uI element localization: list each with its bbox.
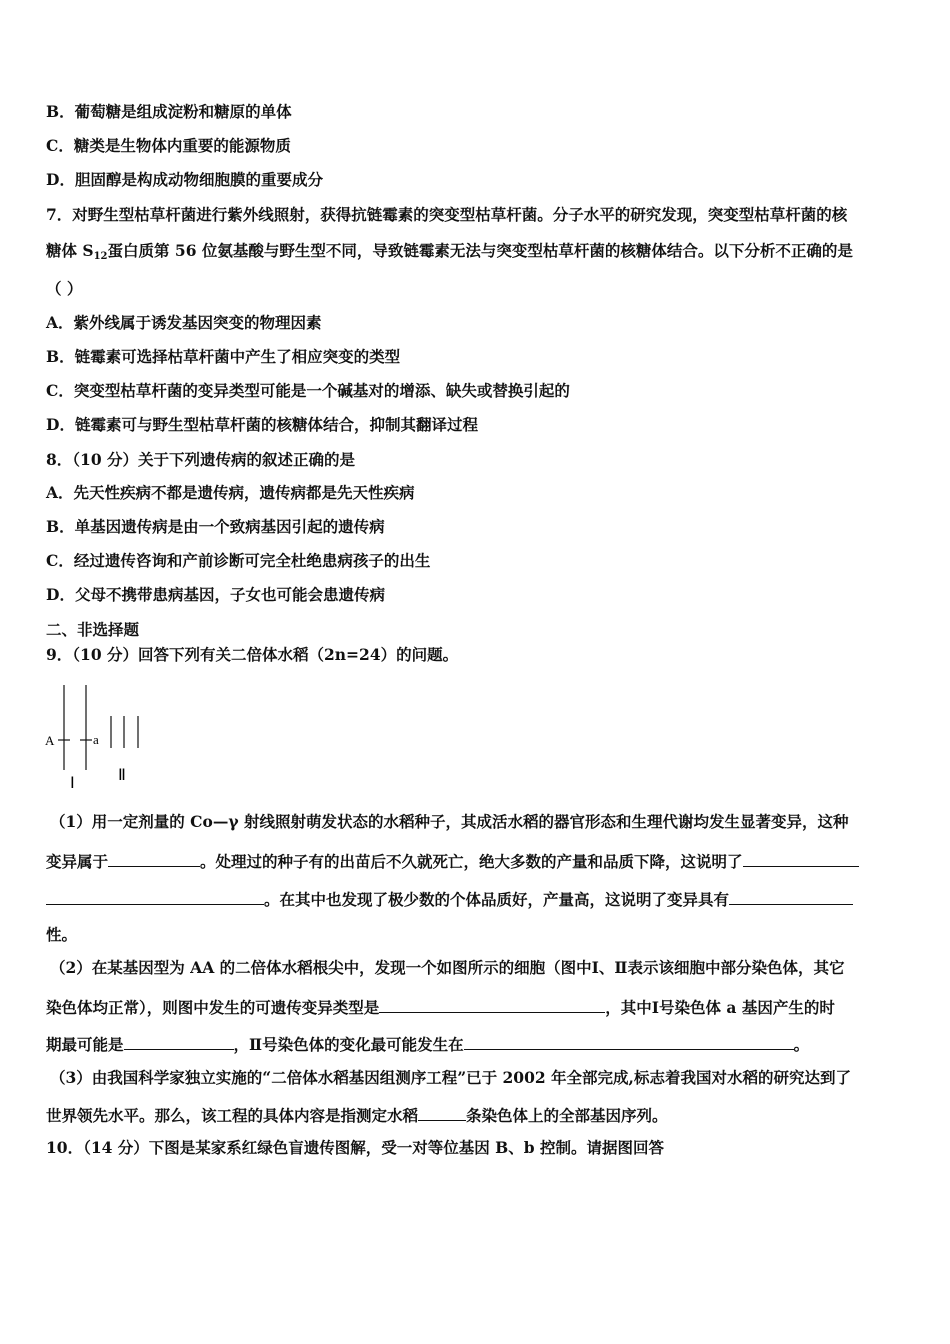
- answer-blank[interactable]: [46, 888, 264, 905]
- q9-part2-line3-text-c: 。: [793, 1035, 810, 1054]
- q9-part1-line4: 性。: [46, 925, 78, 944]
- answer-blank[interactable]: [743, 850, 859, 867]
- q8-option-c: C．经过遗传咨询和产前诊断可完全杜绝患病孩子的出生: [46, 551, 431, 570]
- q8-stem: 8．（10 分）关于下列遗传病的叙述正确的是: [46, 450, 356, 469]
- q9-part3-line2-text-a: 世界领先水平。那么，该工程的具体内容是指测定水稻: [46, 1106, 419, 1125]
- answer-blank[interactable]: [108, 850, 200, 867]
- q9-part1-line2-text-b: 。处理过的种子有的出苗后不久就死亡，绝大多数的产量和品质下降，这说明了: [200, 852, 743, 871]
- q9-part3-line1: （3）由我国科学家独立实施的“二倍体水稻基因组测序工程”已于 2002 年全部完成,标志着我国对水稻的研究达到了: [50, 1068, 851, 1087]
- q8-option-d: D．父母不携带患病基因，子女也可能会患遗传病: [46, 585, 385, 604]
- q7-stem-line2-prefix: 糖体 S: [46, 241, 94, 260]
- q9-part2-line3-text-b: ，Ⅱ号染色体的变化最可能发生在: [233, 1035, 464, 1054]
- label-A: A: [45, 733, 55, 748]
- section-heading: 二、非选择题: [46, 620, 140, 639]
- q7-option-b: B．链霉素可选择枯草杆菌中产生了相应突变的类型: [46, 347, 401, 366]
- q9-stem: 9．（10 分）回答下列有关二倍体水稻（2n=24）的问题。: [46, 645, 459, 664]
- q6-option-b: B．葡萄糖是组成淀粉和糖原的单体: [46, 102, 292, 121]
- q7-answer-paren: （ ）: [46, 279, 83, 298]
- q7-option-d: D．链霉素可与野生型枯草杆菌的核糖体结合，抑制其翻译过程: [46, 415, 478, 434]
- q9-part3-line2-text-b: 条染色体上的全部基因序列。: [466, 1106, 668, 1125]
- q7-stem-line1: 7．对野生型枯草杆菌进行紫外线照射，获得抗链霉素的突变型枯草杆菌。分子水平的研究发现，突变型枯草杆菌的核: [46, 205, 848, 224]
- q9-part1-line2: [46, 850, 859, 872]
- label-I: Ⅰ: [70, 775, 75, 792]
- q9-part1-line3-text: 。在其中也发现了极少数的个体品质好，产量高，这说明了变异具有: [264, 890, 730, 909]
- answer-blank[interactable]: [729, 888, 853, 905]
- answer-blank[interactable]: [418, 1104, 466, 1121]
- q9-part3-line2: [46, 1104, 668, 1126]
- q7-option-a: A．紫外线属于诱发基因突变的物理因素: [46, 313, 322, 332]
- q7-stem-line2: [46, 241, 853, 267]
- answer-blank[interactable]: [124, 1033, 234, 1050]
- label-a: a: [93, 732, 99, 747]
- answer-blank[interactable]: [464, 1033, 794, 1050]
- q6-option-d: D．胆固醇是构成动物细胞膜的重要成分: [46, 170, 323, 189]
- q9-part2-line3-text-a: 期最可能是: [46, 1035, 124, 1054]
- q8-option-a: A．先天性疾病不都是遗传病，遗传病都是先天性疾病: [46, 483, 415, 502]
- q6-option-c: C．糖类是生物体内重要的能源物质: [46, 136, 291, 155]
- label-II: Ⅱ: [118, 767, 126, 784]
- q7-option-c: C．突变型枯草杆菌的变异类型可能是一个碱基对的增添、缺失或替换引起的: [46, 381, 570, 400]
- q9-part2-line3: [46, 1033, 809, 1055]
- q10-stem: 10．（14 分）下图是某家系红绿色盲遗传图解，受一对等位基因 B、b 控制。请据图回答: [46, 1138, 665, 1157]
- q9-part2-line2-text-b: ，其中Ⅰ号染色体 a 基因产生的时: [605, 998, 835, 1017]
- q9-part1-line1: （1）用一定剂量的 Co—γ 射线照射萌发状态的水稻种子，其成活水稻的器官形态和生理代谢均发生显著变异，这种: [50, 812, 849, 831]
- q7-subscript: 12: [93, 251, 108, 262]
- q9-part1-line2-text-a: 变异属于: [46, 852, 109, 871]
- q9-part2-line2: [46, 996, 835, 1018]
- q9-part2-line1: （2）在某基因型为 AA 的二倍体水稻根尖中，发现一个如图所示的细胞（图中Ⅰ、Ⅱ表示该细胞中部分染色体，其它: [50, 958, 845, 977]
- q7-stem-line2-rest: 蛋白质第 56 位氨基酸与野生型不同，导致链霉素无法与突变型枯草杆菌的核糖体结合。以下分析不正确的是: [107, 241, 853, 260]
- q9-part2-line2-text-a: 染色体均正常），则图中发生的可遗传变异类型是: [46, 998, 380, 1017]
- answer-blank[interactable]: [379, 996, 605, 1013]
- q8-option-b: B．单基因遗传病是由一个致病基因引起的遗传病: [46, 517, 385, 536]
- chromosome-figure: [44, 680, 164, 795]
- q9-part1-line3: [46, 888, 853, 910]
